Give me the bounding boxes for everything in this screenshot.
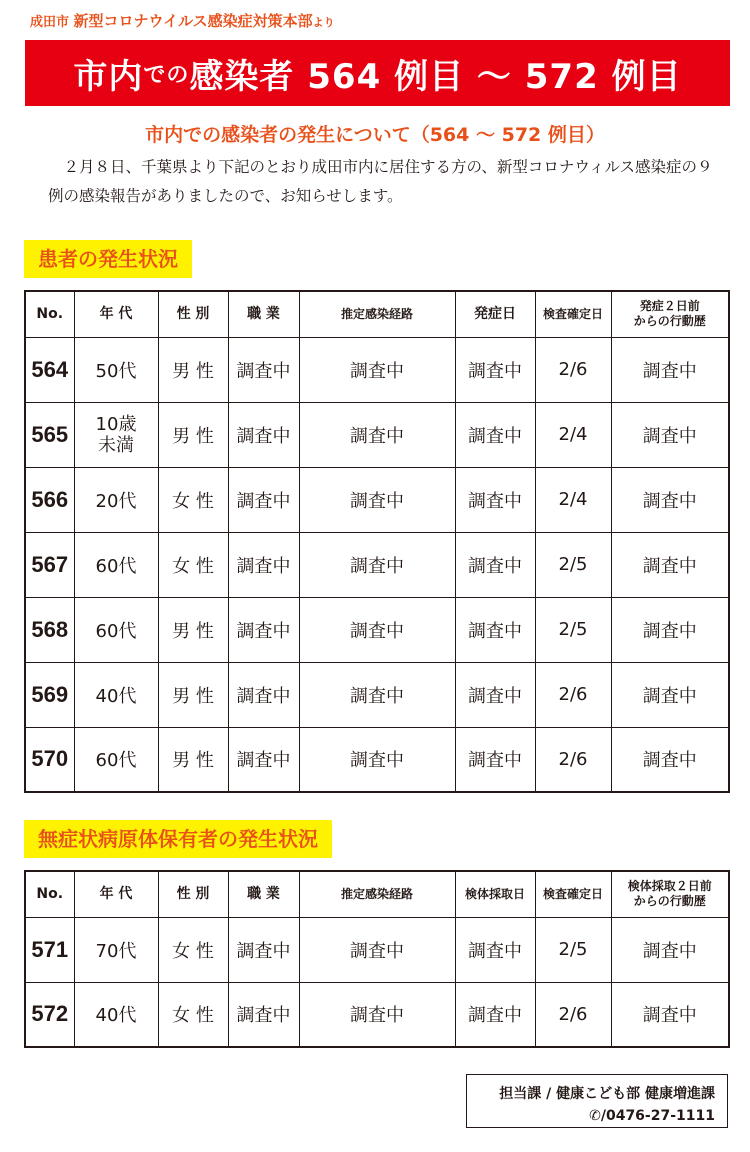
cell-route: 調査中 [299, 982, 455, 1047]
table-row [25, 727, 729, 792]
contact-dept: 担当課 / 健康こども部 健康増進課 [499, 1086, 715, 1102]
cell-age: 70代 [74, 917, 158, 982]
cell-confirmed: 2/4 [535, 467, 611, 532]
header-no: No. [25, 291, 74, 337]
header-age: 年 代 [74, 291, 158, 337]
table-row [25, 532, 729, 597]
cell-route: 調査中 [299, 597, 455, 662]
cell-confirmed: 2/6 [535, 337, 611, 402]
org-name: 新型コロナウイルス感染症対策本部 [73, 12, 313, 30]
table-header-row [25, 291, 729, 337]
header-no: No. [25, 871, 74, 917]
cell-job: 調査中 [228, 402, 299, 467]
header-date: 発症日 [455, 291, 535, 337]
table-row [25, 662, 729, 727]
cell-history: 調査中 [611, 337, 729, 402]
cell-job: 調査中 [228, 727, 299, 792]
cell-date: 調査中 [455, 337, 535, 402]
cell-job: 調査中 [228, 337, 299, 402]
table-row [25, 982, 729, 1047]
header-sex: 性 別 [158, 871, 228, 917]
cell-history: 調査中 [611, 467, 729, 532]
banner-part2: での [143, 62, 190, 88]
cell-history: 調査中 [611, 402, 729, 467]
cell-age: 20代 [74, 467, 158, 532]
cell-route: 調査中 [299, 467, 455, 532]
intro-paragraph: ２月８日、千葉県より下記のとおり成田市内に居住する方の、新型コロナウィルス感染症の９例の感染報告がありましたので、お知らせします。 [48, 158, 713, 205]
cell-sex: 男 性 [158, 402, 228, 467]
cell-no: 565 [25, 402, 74, 467]
cell-confirmed: 2/5 [535, 532, 611, 597]
cell-job: 調査中 [228, 982, 299, 1047]
cell-job: 調査中 [228, 597, 299, 662]
cell-job: 調査中 [228, 532, 299, 597]
telephone-icon: ✆ [589, 1108, 601, 1124]
header-history: 発症２日前 からの行動歴 [611, 291, 729, 337]
cell-history: 調査中 [611, 982, 729, 1047]
cell-sex: 女 性 [158, 467, 228, 532]
cell-age: 10歳 未満 [74, 402, 158, 467]
cell-route: 調査中 [299, 402, 455, 467]
header-age: 年 代 [74, 871, 158, 917]
cell-date: 調査中 [455, 917, 535, 982]
table-row [25, 917, 729, 982]
cell-history: 調査中 [611, 727, 729, 792]
cell-sex: 男 性 [158, 337, 228, 402]
cell-route: 調査中 [299, 662, 455, 727]
header-job: 職 業 [228, 291, 299, 337]
cell-date: 調査中 [455, 982, 535, 1047]
cell-sex: 女 性 [158, 982, 228, 1047]
cell-age: 60代 [74, 532, 158, 597]
cell-no: 571 [25, 917, 74, 982]
org-city: 成田市 [30, 15, 70, 30]
cell-sex: 女 性 [158, 532, 228, 597]
cell-history: 調査中 [611, 597, 729, 662]
cell-sex: 女 性 [158, 917, 228, 982]
header-route: 推定感染経路 [299, 871, 455, 917]
cell-age: 40代 [74, 662, 158, 727]
banner-part1: 市内 [73, 56, 144, 97]
section2-label: 無症状病原体保有者の発生状況 [24, 820, 332, 858]
page-subtitle: 市内での感染者の発生について（564 ～ 572 例目） [145, 124, 605, 146]
cell-confirmed: 2/6 [535, 982, 611, 1047]
table-row [25, 597, 729, 662]
cell-no: 570 [25, 727, 74, 792]
patients-table [24, 290, 730, 793]
table-row [25, 402, 729, 467]
cell-confirmed: 2/5 [535, 917, 611, 982]
cell-confirmed: 2/5 [535, 597, 611, 662]
cell-no: 567 [25, 532, 74, 597]
table-header-row [25, 871, 729, 917]
cell-history: 調査中 [611, 532, 729, 597]
cell-date: 調査中 [455, 402, 535, 467]
cell-sex: 男 性 [158, 597, 228, 662]
cell-no: 564 [25, 337, 74, 402]
cell-route: 調査中 [299, 337, 455, 402]
banner-part3: 感染者 564 例目 ～ 572 例目 [189, 56, 682, 97]
cell-job: 調査中 [228, 917, 299, 982]
cell-no: 572 [25, 982, 74, 1047]
cell-job: 調査中 [228, 467, 299, 532]
cell-route: 調査中 [299, 727, 455, 792]
cell-date: 調査中 [455, 727, 535, 792]
cell-confirmed: 2/4 [535, 402, 611, 467]
table-row [25, 337, 729, 402]
cell-history: 調査中 [611, 917, 729, 982]
contact-box [466, 1074, 728, 1128]
intro-text [48, 153, 718, 211]
cell-age: 50代 [74, 337, 158, 402]
cell-route: 調査中 [299, 917, 455, 982]
cell-sex: 男 性 [158, 727, 228, 792]
cell-sex: 男 性 [158, 662, 228, 727]
table-row [25, 467, 729, 532]
cell-no: 569 [25, 662, 74, 727]
header-history: 検体採取２日前 からの行動歴 [611, 871, 729, 917]
cell-age: 60代 [74, 597, 158, 662]
contact-phone-line [467, 1105, 715, 1127]
issuing-organization [30, 10, 335, 31]
header-confirmed: 検査確定日 [535, 291, 611, 337]
cell-age: 60代 [74, 727, 158, 792]
header-route: 推定感染経路 [299, 291, 455, 337]
cell-job: 調査中 [228, 662, 299, 727]
cell-date: 調査中 [455, 532, 535, 597]
header-sex: 性 別 [158, 291, 228, 337]
cell-no: 568 [25, 597, 74, 662]
cell-no: 566 [25, 467, 74, 532]
contact-phone: /0476-27-1111 [600, 1108, 715, 1124]
title-banner [25, 40, 730, 106]
org-suffix: より [312, 16, 335, 29]
cell-date: 調査中 [455, 597, 535, 662]
cell-confirmed: 2/6 [535, 727, 611, 792]
cell-route: 調査中 [299, 532, 455, 597]
cell-age: 40代 [74, 982, 158, 1047]
header-job: 職 業 [228, 871, 299, 917]
cell-date: 調査中 [455, 662, 535, 727]
asymptomatic-table [24, 870, 730, 1048]
header-date: 検体採取日 [455, 871, 535, 917]
cell-date: 調査中 [455, 467, 535, 532]
cell-confirmed: 2/6 [535, 662, 611, 727]
header-confirmed: 検査確定日 [535, 871, 611, 917]
section1-label: 患者の発生状況 [24, 240, 192, 278]
cell-history: 調査中 [611, 662, 729, 727]
